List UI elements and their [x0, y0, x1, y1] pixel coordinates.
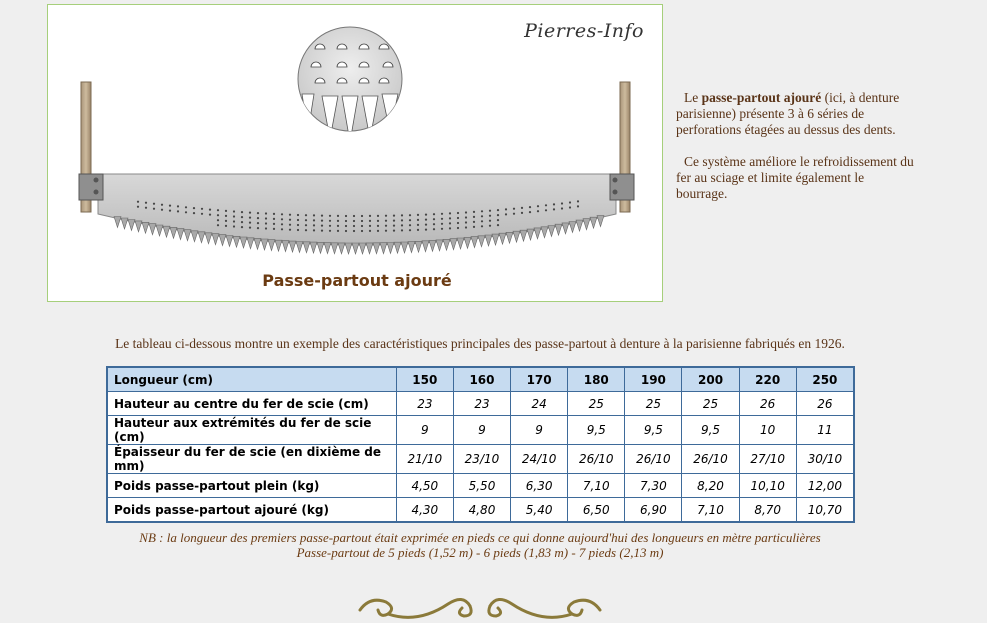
table-cell: 7,10 — [682, 498, 739, 523]
table-row — [107, 392, 854, 416]
table-cell: 26 — [796, 392, 854, 416]
table-cell: 23 — [396, 392, 453, 416]
footnote — [0, 530, 960, 560]
magnifier-disc — [298, 27, 402, 142]
table-cell: 8,70 — [739, 498, 796, 523]
table-cell: 23/10 — [453, 445, 510, 474]
table-cell: 4,80 — [453, 498, 510, 523]
row-label: Hauteur aux extrémités du fer de scie (cm) — [107, 416, 396, 445]
table-row — [107, 416, 854, 445]
table-cell: 9,5 — [625, 416, 682, 445]
table-cell: 7,10 — [568, 474, 625, 498]
row-label: Poids passe-partout plein (kg) — [107, 474, 396, 498]
row-label: Épaisseur du fer de scie (en dixième de mm) — [107, 445, 396, 474]
table-cell: 25 — [682, 392, 739, 416]
table-cell: 25 — [625, 392, 682, 416]
table-cell: 9 — [511, 416, 568, 445]
side-paragraph-2: Ce système améliore le refroidissement du fer au sciage et limite également le bourrage. — [676, 154, 914, 201]
table-cell: 9,5 — [682, 416, 739, 445]
table-cell: 4,30 — [396, 498, 453, 523]
header-length: 180 — [568, 367, 625, 392]
table-row — [107, 445, 854, 474]
table-cell: 10,10 — [739, 474, 796, 498]
table-cell: 4,50 — [396, 474, 453, 498]
table-cell: 5,50 — [453, 474, 510, 498]
table-row — [107, 498, 854, 523]
header-label: Longueur (cm) — [107, 367, 396, 392]
site-watermark: Pierres-Info — [524, 20, 644, 42]
table-cell: 21/10 — [396, 445, 453, 474]
table-cell: 6,50 — [568, 498, 625, 523]
table-cell: 9,5 — [568, 416, 625, 445]
table-cell: 24/10 — [511, 445, 568, 474]
table-intro: Le tableau ci-dessous montre un exemple des caractéristiques principales des passe-partout à denture à la parisienne fabriqués en 1926. — [115, 336, 845, 351]
side-description — [676, 90, 916, 218]
table-cell: 9 — [396, 416, 453, 445]
table-row — [107, 474, 854, 498]
decorative-ornament — [358, 590, 602, 623]
table-cell: 11 — [796, 416, 854, 445]
table-cell: 9 — [453, 416, 510, 445]
table-cell: 8,20 — [682, 474, 739, 498]
row-label: Hauteur au centre du fer de scie (cm) — [107, 392, 396, 416]
figure-caption: Passe-partout ajouré — [262, 271, 452, 290]
term-highlight: passe-partout ajouré — [701, 90, 822, 105]
table-cell: 12,00 — [796, 474, 854, 498]
table-cell: 10 — [739, 416, 796, 445]
header-length: 170 — [511, 367, 568, 392]
table-cell: 5,40 — [511, 498, 568, 523]
table-cell: 26/10 — [625, 445, 682, 474]
table-cell: 23 — [453, 392, 510, 416]
header-length: 160 — [453, 367, 510, 392]
table-cell: 7,30 — [625, 474, 682, 498]
header-length: 220 — [739, 367, 796, 392]
table-cell: 30/10 — [796, 445, 854, 474]
saw-drawing — [58, 14, 656, 264]
table-header-row — [107, 367, 854, 392]
header-length: 250 — [796, 367, 854, 392]
table-cell: 25 — [568, 392, 625, 416]
figure-frame — [47, 4, 663, 302]
table-cell: 26 — [739, 392, 796, 416]
table-cell: 24 — [511, 392, 568, 416]
side-paragraph-1: Le passe-partout ajouré (ici, à denture parisienne) présente 3 à 6 séries de perforations étagées au dessus des dents. — [676, 90, 900, 137]
header-length: 150 — [396, 367, 453, 392]
table-cell: 6,30 — [511, 474, 568, 498]
table-cell: 10,70 — [796, 498, 854, 523]
header-length: 190 — [625, 367, 682, 392]
header-length: 200 — [682, 367, 739, 392]
table-cell: 6,90 — [625, 498, 682, 523]
footnote-line-2: Passe-partout de 5 pieds (1,52 m) - 6 pieds (1,83 m) - 7 pieds (2,13 m) — [296, 545, 664, 560]
specifications-table — [106, 366, 855, 523]
saw-illustration — [58, 14, 656, 294]
table-cell: 26/10 — [568, 445, 625, 474]
table-cell: 27/10 — [739, 445, 796, 474]
row-label: Poids passe-partout ajouré (kg) — [107, 498, 396, 523]
footnote-line-1: NB : la longueur des premiers passe-partout était exprimée en pieds ce qui donne aujourd'hui des longueurs en mètre particulières — [139, 530, 821, 545]
table-cell: 26/10 — [682, 445, 739, 474]
